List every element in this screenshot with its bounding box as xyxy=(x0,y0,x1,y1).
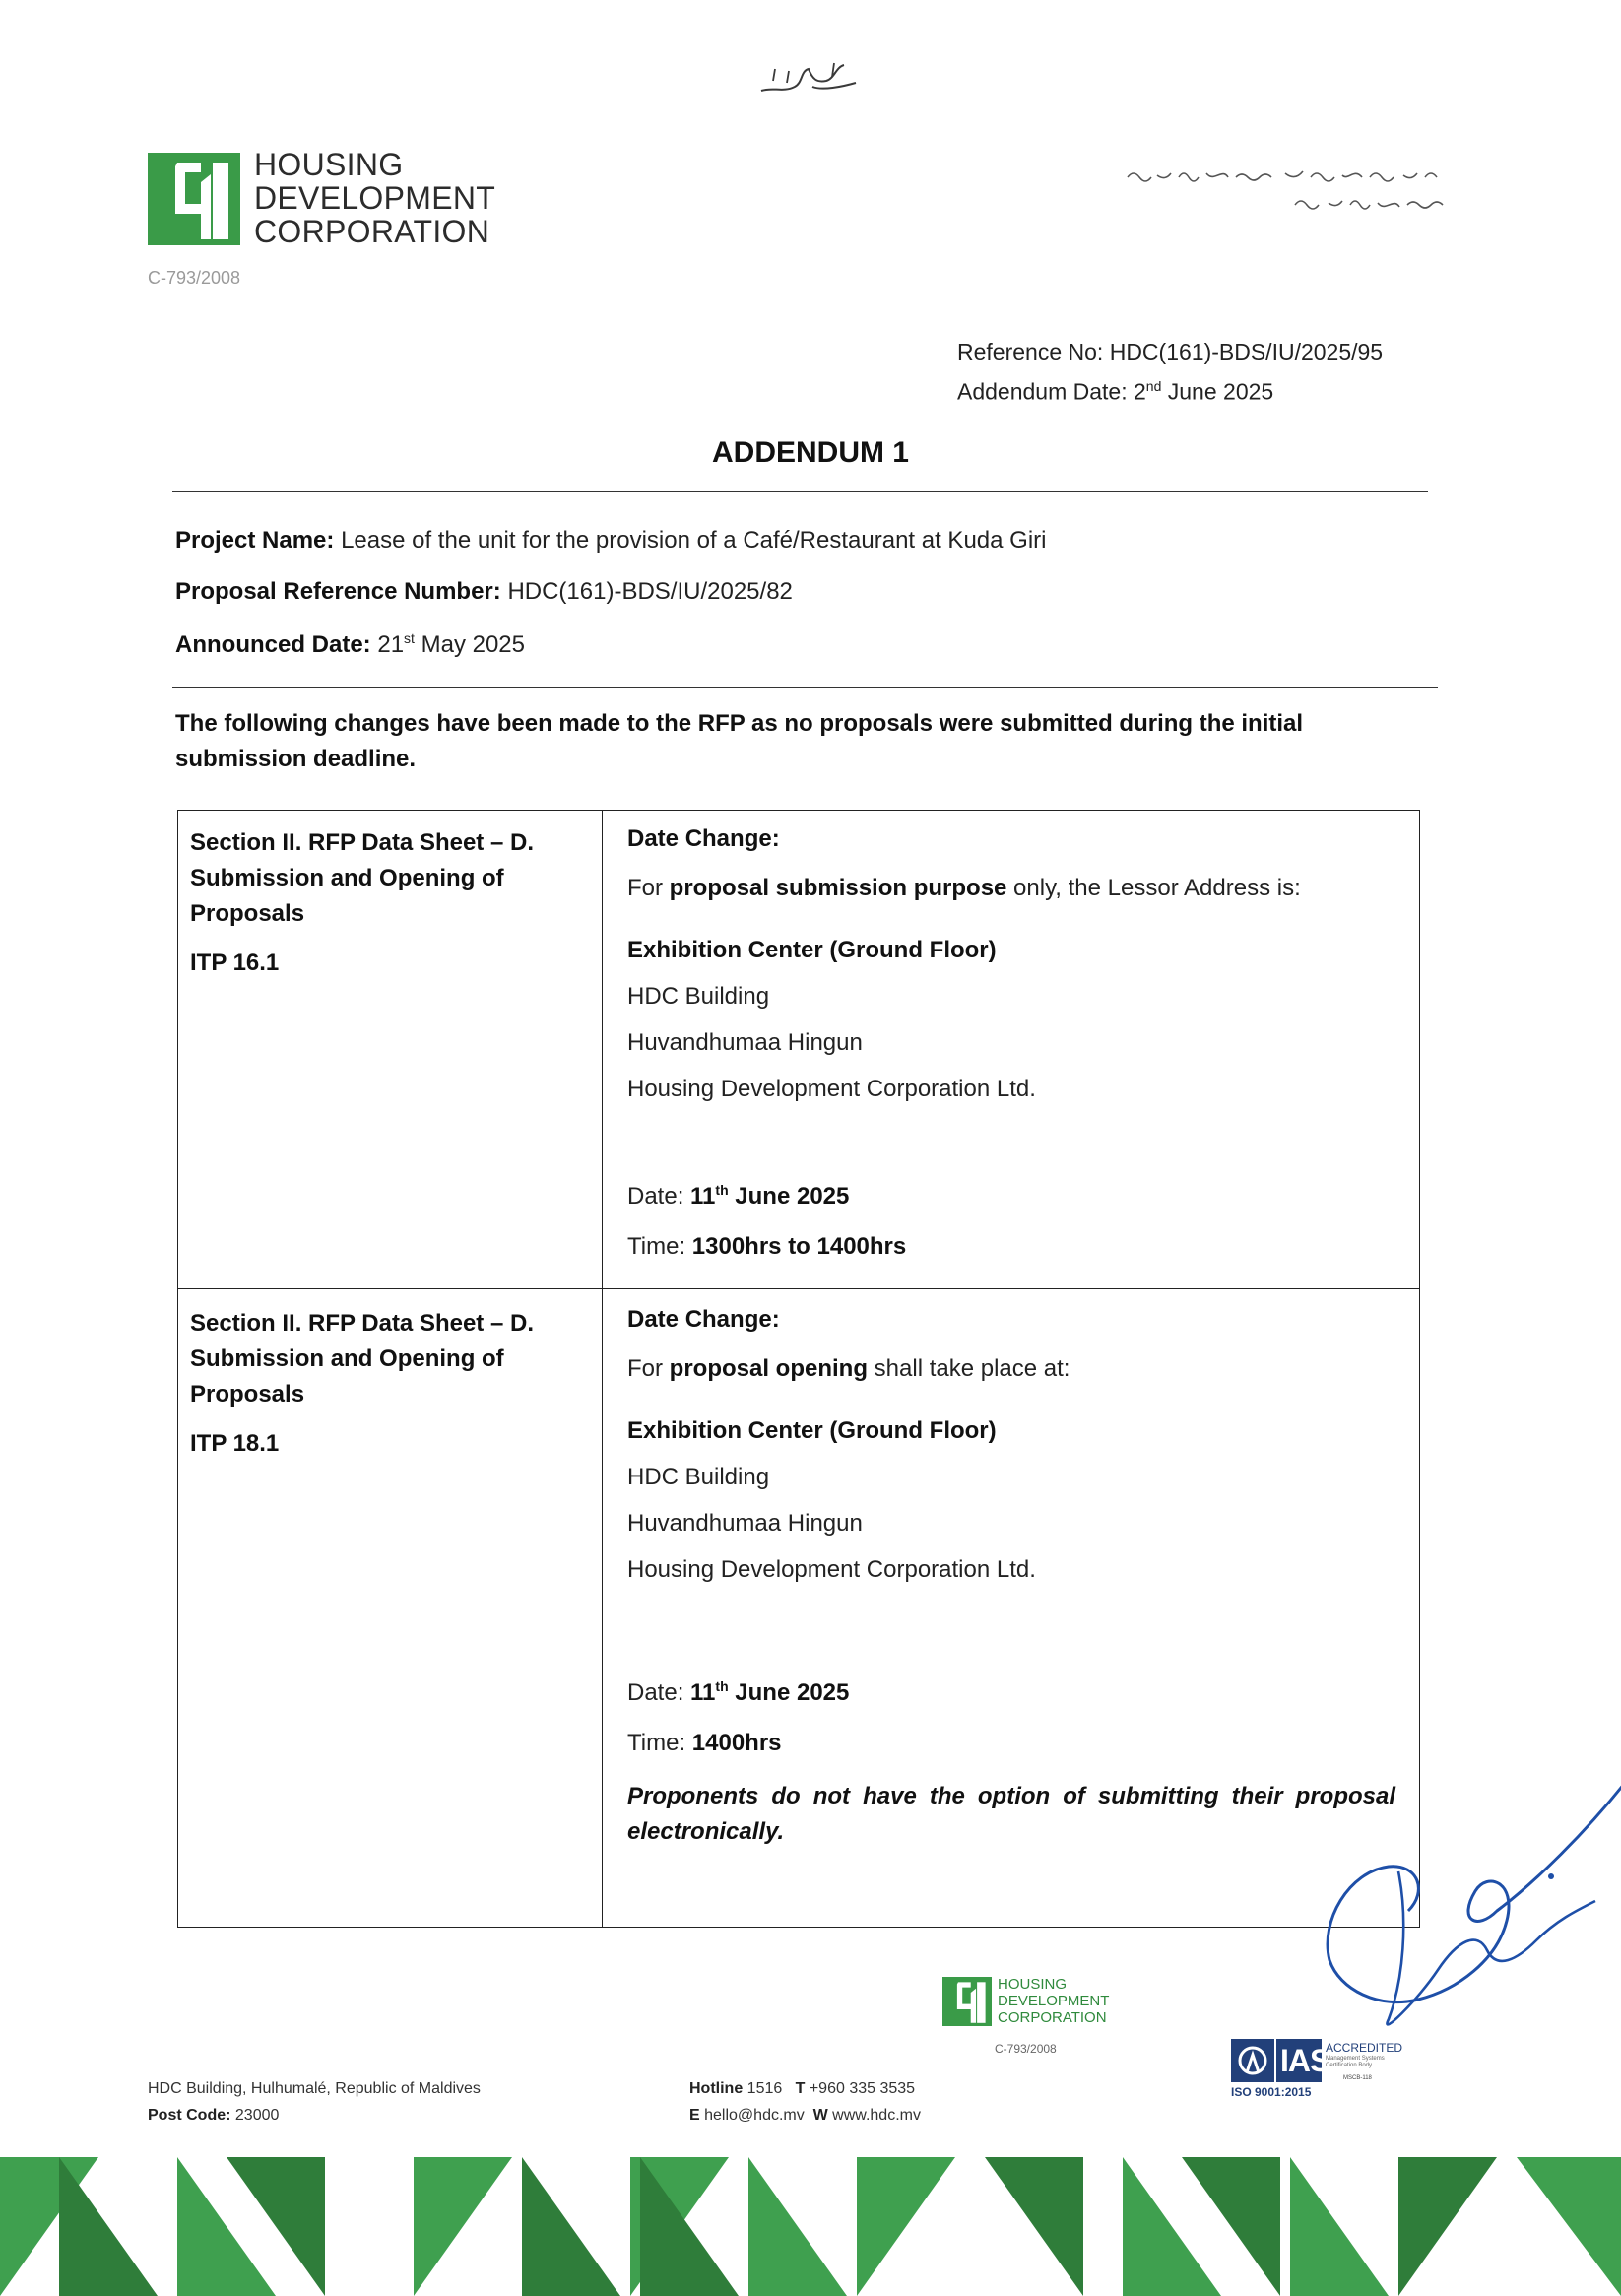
footer-logo-icon xyxy=(942,1977,992,2026)
registration-number: C-793/2008 xyxy=(148,268,241,288)
proposal-reference: Proposal Reference Number: HDC(161)-BDS/IU/2025/82 xyxy=(175,578,793,605)
reference-number: Reference No: HDC(161)-BDS/IU/2025/95 xyxy=(957,339,1384,364)
logo-wordmark: HOUSING DEVELOPMENT CORPORATION xyxy=(254,147,496,249)
divider xyxy=(172,491,1428,492)
table-row-2-details: Date Change: For proposal opening shall take place at: Exhibition Center (Ground Floor) HDC Building Huvandhumaa Hingun Housing Development Corporation Ltd. Date: 11th June 2025 Time: 1400hrs Proponents do not have the option of submitting their proposal electronically. xyxy=(627,1306,1395,1897)
footer-registration: C-793/2008 xyxy=(995,2042,1057,2056)
table-row-1-details: Date Change: For proposal submission purpose only, the Lessor Address is: Exhibition Center (Ground Floor) HDC Building Huvandhumaa Hingun Housing Development Corporation Ltd. Date: 11th June 2025 Time: 1300hrs to 1400hrs xyxy=(627,825,1301,1260)
footer-contact: Hotline 1516 T +960 335 3535 E hello@hdc.mv W www.hdc.mv xyxy=(689,2080,921,2124)
thaana-address-script xyxy=(1118,160,1462,219)
project-name: Project Name: Lease of the unit for the provision of a Café/Restaurant at Kuda Giri xyxy=(175,527,1047,554)
table-row-2-section: Section II. RFP Data Sheet – D. Submission and Opening of Proposals ITP 18.1 xyxy=(190,1310,534,1457)
table-column-divider xyxy=(602,810,603,1928)
divider xyxy=(172,687,1438,688)
table-row-divider xyxy=(177,1288,1420,1289)
intro-paragraph: The following changes have been made to the RFP as no proposals were submitted during the initial submission deadline. xyxy=(175,710,1304,772)
footer-logo-wordmark: HOUSING DEVELOPMENT CORPORATION xyxy=(998,1976,1110,2026)
announced-date: Announced Date: 21st May 2025 xyxy=(175,630,526,658)
reference-block xyxy=(957,335,1383,410)
decorative-triangle-band xyxy=(0,2157,1621,2296)
addendum-date: Addendum Date: 2nd June 2025 xyxy=(957,378,1274,405)
footer-address: HDC Building, Hulhumalé, Republic of Maldives Post Code: 23000 xyxy=(148,2080,481,2124)
bismillah-calligraphy xyxy=(753,57,862,98)
hdc-logo-icon xyxy=(148,153,240,245)
signature xyxy=(1310,1773,1621,2059)
table-row-1-section: Section II. RFP Data Sheet – D. Submission and Opening of Proposals ITP 16.1 xyxy=(190,829,534,976)
ias-accreditation-badge: IAS ACCREDITED Management Systems Certification Body MSCB-118 ISO 9001:2015 xyxy=(1231,2029,1448,2118)
page-title: ADDENDUM 1 xyxy=(711,436,909,469)
electronic-submission-note: Proponents do not have the option of submitting their proposal electronically. xyxy=(627,1783,1395,1845)
